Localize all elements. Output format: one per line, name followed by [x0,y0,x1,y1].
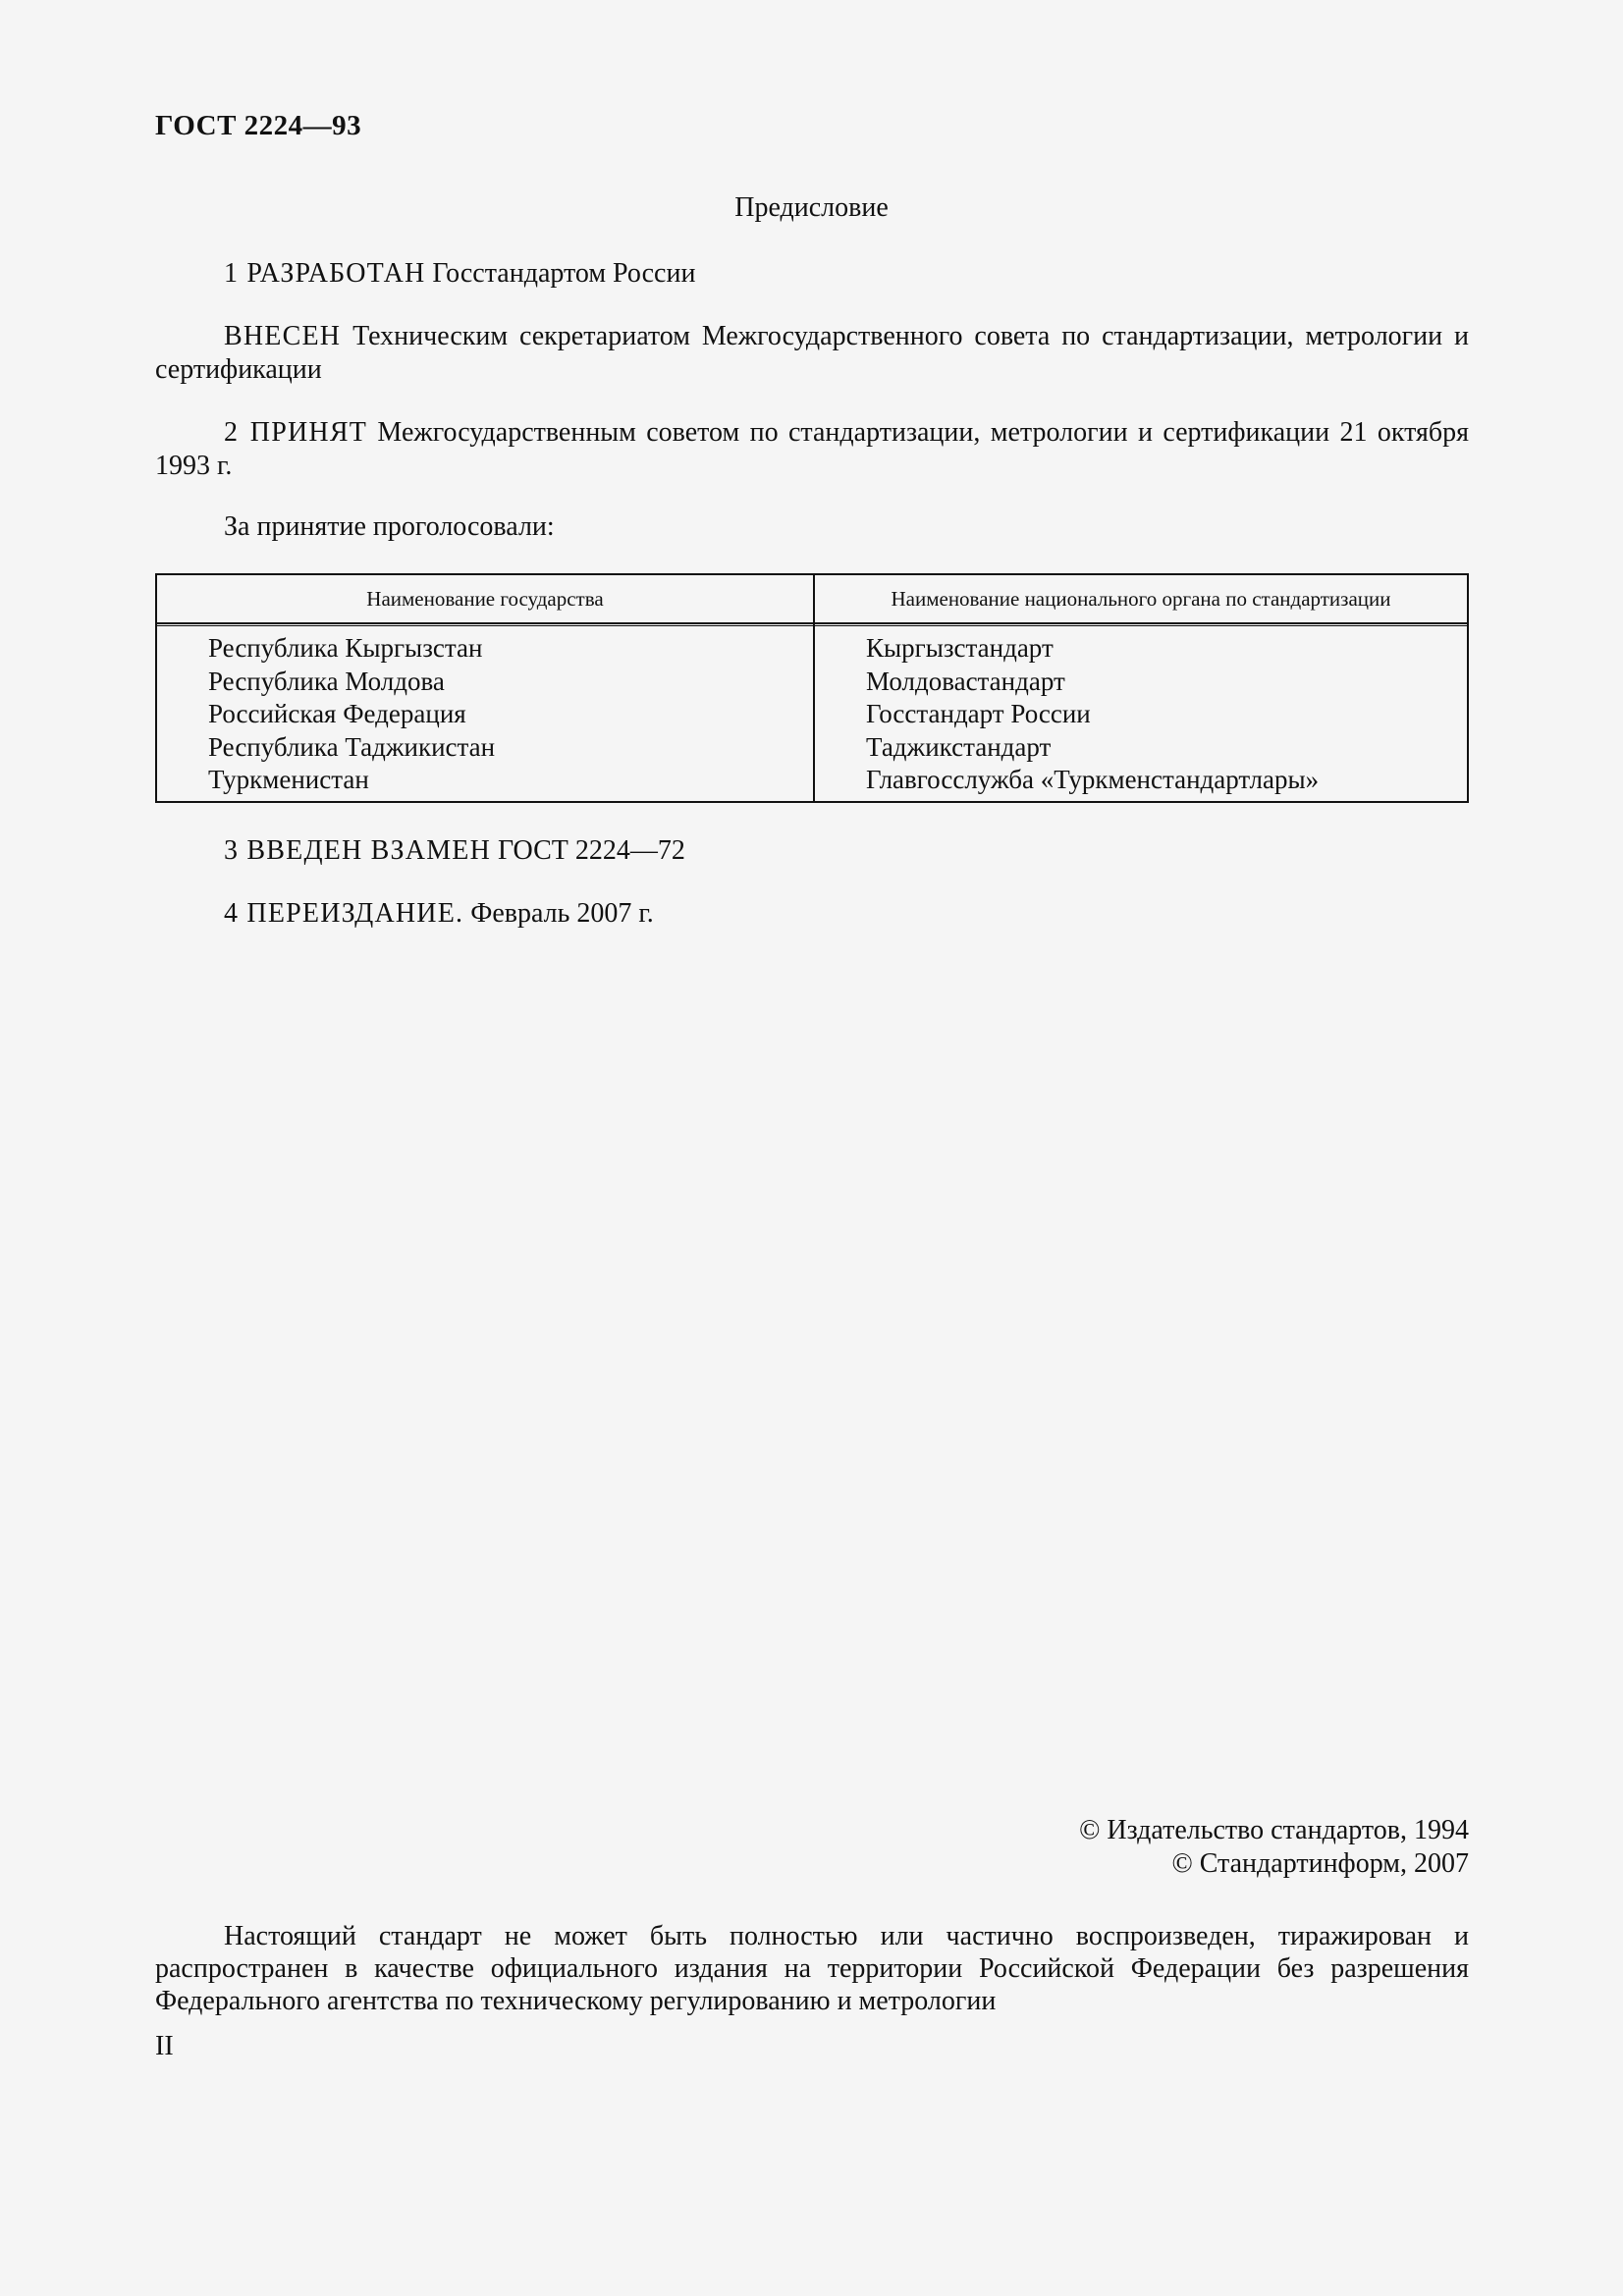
standard-code: ГОСТ 2224—93 [155,110,362,141]
copyright-line-1: © Издательство стандартов, 1994 [1079,1815,1469,1845]
table-cell-body: Госстандарт России [866,699,1091,728]
voting-intro: За принятие проголосовали: [224,511,555,542]
item-2-lead: 2 ПРИНЯТ [224,417,368,448]
voting-table [155,573,1469,803]
copyright-line-2: © Стандартинформ, 2007 [1171,1848,1469,1879]
table-header-state: Наименование государства [366,587,604,611]
table-cell-body: Главгосслужба «Туркменстандартлары» [866,765,1320,794]
item-1b-text: Техническим секретариатом Межгосударственного совета по стандартизации, метрологии и сертификации [155,321,1469,385]
table-header-body: Наименование национального органа по стандартизации [891,587,1391,611]
item-1-text: Госстандартом России [425,258,696,289]
copyright-block [1079,1814,1469,1881]
item-3-text: ГОСТ 2224—72 [491,835,685,866]
table-cell-body: Таджикстандарт [866,731,1052,762]
item-3-lead: 3 ВВЕДЕН ВЗАМЕН [224,835,492,866]
item-1-lead: 1 РАЗРАБОТАН [224,258,426,289]
foreword-item-2 [155,416,1469,483]
foreword-item-1b [155,320,1469,387]
foreword-item-1 [155,257,1469,291]
table-cell-state: Республика Молдова [208,666,445,696]
table-column-bodies [866,632,1319,797]
item-2-text: Межгосударственным советом по стандартизации, метрологии и сертификации 21 октября 1993 г. [155,417,1470,481]
table-cell-state: Туркменистан [208,765,369,794]
reproduction-notice: Настоящий стандарт не может быть полностью или частично воспроизведен, тиражирован и распространен в качестве официального издания на территории Российской Федерации без разрешения Федерального агентства по техническому регулированию и метрологии [155,1921,1469,2016]
foreword-item-3 [155,834,1469,868]
table-cell-state: Республика Таджикистан [208,731,496,762]
table-cell-body: Кыргызстандарт [866,633,1054,663]
foreword-title: Предисловие [734,192,889,223]
table-cell-state: Российская Федерация [208,699,466,728]
page-number: II [155,2031,174,2061]
table-cell-state: Республика Кыргызстан [208,633,483,663]
item-4-text: Февраль 2007 г. [463,898,654,929]
item-1b-lead: ВНЕСЕН [224,321,342,351]
table-column-states [208,632,495,797]
foreword-item-4 [155,897,1469,931]
item-4-lead: 4 ПЕРЕИЗДАНИЕ. [224,898,464,929]
table-header-divider [157,622,1467,626]
table-cell-body: Молдовастандарт [866,666,1065,696]
